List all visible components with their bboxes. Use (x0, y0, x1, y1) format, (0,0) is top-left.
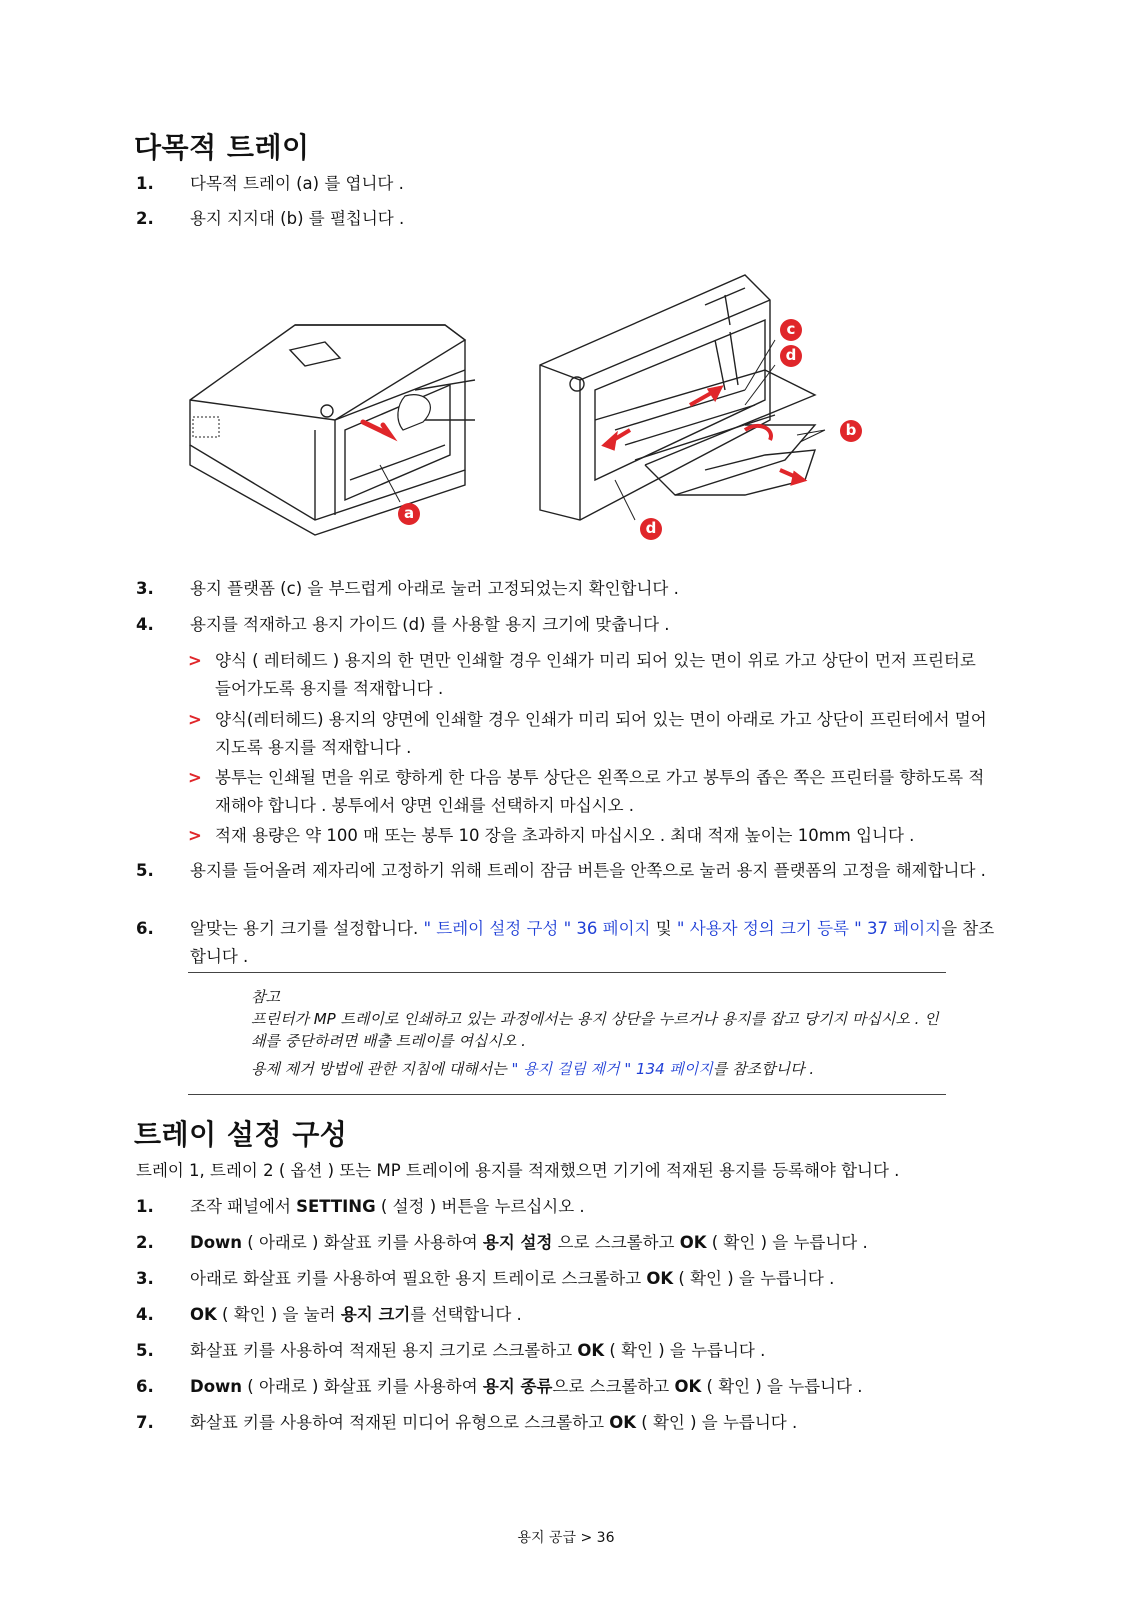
ok-key: OK (679, 1233, 707, 1252)
bullet-marker: > (188, 651, 202, 670)
text: 화살표 키를 사용하여 적재된 미디어 유형으로 스크롤하고 (190, 1413, 610, 1432)
bullet-marker: > (188, 710, 202, 729)
step-text (190, 1265, 1000, 1293)
note-top-rule (188, 972, 946, 973)
text: ( 확인 ) 을 눌러 (216, 1305, 341, 1324)
printer-illustration (185, 270, 905, 570)
ok-key: OK (190, 1305, 217, 1324)
text: ( 확인 ) 을 누릅니다 . (636, 1413, 798, 1432)
step-number: 3. (136, 579, 154, 598)
step-text (190, 1409, 1000, 1437)
link-tray-settings[interactable]: " 트레이 설정 구성 " 36 페이지 (423, 919, 651, 938)
text: ( 확인 ) 을 누릅니다 . (701, 1377, 863, 1396)
text: ( 아래로 ) 화살표 키를 사용하여 (242, 1377, 483, 1396)
note-jam-reference (251, 1058, 941, 1080)
bullet-text: 양식 ( 레터헤드 ) 용지의 한 면만 인쇄할 경우 인쇄가 미리 되어 있는 면이 위로 가고 상단이 먼저 프린터로 들어가도록 용지를 적재합니다 . (215, 651, 976, 698)
callout-d-label: d (645, 519, 657, 537)
step-text (190, 1337, 1000, 1365)
text: 화살표 키를 사용하여 적재된 용지 크기로 스크롤하고 (190, 1341, 578, 1360)
text: ( 확인 ) 을 누릅니다 . (673, 1269, 835, 1288)
setting-key: SETTING (296, 1197, 376, 1216)
callout-d-label: d (785, 346, 797, 364)
step-number: 1. (136, 174, 154, 193)
bullet-marker: > (188, 768, 202, 787)
section-title-mp-tray: 다목적 트레이 (134, 131, 310, 164)
step-text (190, 1193, 1000, 1221)
step-text: 용지를 들어올려 제자리에 고정하기 위해 트레이 잠금 버튼을 안쪽으로 눌러 용지 플랫폼의 고정을 해제합니다 . (190, 861, 986, 880)
step-6-text-pre: 알맞는 용기 크기를 설정합니다. (190, 919, 424, 938)
printer-drawing (185, 270, 905, 570)
section-title-tray-settings: 트레이 설정 구성 (134, 1118, 348, 1151)
link-custom-size[interactable]: " 사용자 정의 크기 등록 " 37 페이지 (676, 919, 942, 938)
step-number: 2. (136, 1233, 154, 1252)
ok-key: OK (674, 1377, 702, 1396)
callout-b-label: b (845, 421, 857, 439)
step-6-text-post: 을 참조합니다 . (190, 919, 995, 966)
text: ( 확인 ) 을 누릅니다 . (706, 1233, 868, 1252)
step-6-text-mid: 및 (650, 919, 677, 938)
callout-d-top (780, 345, 802, 367)
text: 으로 스크롤하고 (552, 1233, 680, 1252)
menu-item: 용지 크기 (340, 1305, 411, 1324)
note-line2-post: 를 참조합니다 . (712, 1060, 815, 1078)
ok-key: OK (609, 1413, 637, 1432)
step-number: 4. (136, 1305, 154, 1324)
bullet-text: 적재 용량은 약 100 매 또는 봉투 10 장을 초과하지 마십시오 . 최대 적재 높이는 10mm 입니다 . (215, 826, 915, 845)
step-text: 용지 플랫폼 (c) 을 부드럽게 아래로 눌러 고정되었는지 확인합니다 . (190, 579, 679, 598)
text: 를 선택합니다 . (410, 1305, 522, 1324)
step-number: 6. (136, 1377, 154, 1396)
text: ( 설정 ) 버튼을 누르십시오 . (375, 1197, 585, 1216)
step-text: 용지 지지대 (b) 를 펼칩니다 . (190, 209, 405, 228)
bullet-marker: > (188, 826, 202, 845)
step-number: 2. (136, 209, 154, 228)
text: ( 아래로 ) 화살표 키를 사용하여 (242, 1233, 483, 1252)
text: 으로 스크롤하고 (552, 1377, 675, 1396)
link-paper-jam[interactable]: " 용지 걸림 제거 " 134 페이지 (511, 1060, 713, 1078)
callout-b (840, 420, 862, 442)
bullet-text: 봉투는 인쇄될 면을 위로 향하게 한 다음 봉투 상단은 왼쪽으로 가고 봉투의 좁은 쪽은 프린터를 향하도록 적재해야 합니다 . 봉투에서 양면 인쇄를 선택하지 마십시오 . (215, 768, 985, 815)
note-heading: 참고 (251, 988, 280, 1006)
step-text (190, 915, 1000, 971)
down-key: Down (190, 1377, 243, 1396)
bullet-text: 양식(레터헤드) 용지의 양면에 인쇄할 경우 인쇄가 미리 되어 있는 면이 아래로 가고 상단이 프린터에서 멀어지도록 용지를 적재합니다 . (215, 710, 987, 757)
menu-item: 용지 종류 (482, 1377, 553, 1396)
note-body: 프린터가 MP 트레이로 인쇄하고 있는 과정에서는 용지 상단을 누르거나 용지를 잡고 당기지 마십시오 . 인쇄를 중단하려면 배출 트레이를 여십시오 . (251, 1010, 939, 1050)
text: 조작 패널에서 (190, 1197, 297, 1216)
step-number: 4. (136, 615, 154, 634)
step-text (190, 1301, 1000, 1329)
step-text: 다목적 트레이 (a) 를 엽니다 . (190, 174, 404, 193)
step-number: 5. (136, 861, 154, 880)
step-number: 5. (136, 1341, 154, 1360)
page-footer: 용지 공급 > 36 (517, 1530, 615, 1546)
callout-d-bottom (640, 518, 662, 540)
text: 아래로 화살표 키를 사용하여 필요한 용지 트레이로 스크롤하고 (190, 1269, 647, 1288)
down-key: Down (190, 1233, 243, 1252)
callout-a-label: a (403, 504, 415, 522)
callout-a (398, 503, 420, 525)
step-text (190, 1373, 1000, 1401)
step-text: 용지를 적재하고 용지 가이드 (d) 를 사용할 용지 크기에 맞춥니다 . (190, 615, 670, 634)
note-line2-pre: 용제 제거 방법에 관한 지침에 대해서는 (251, 1060, 512, 1078)
ok-key: OK (646, 1269, 674, 1288)
callout-c-label: c (786, 320, 796, 338)
ok-key: OK (577, 1341, 605, 1360)
note-bottom-rule (188, 1094, 946, 1095)
tray-settings-intro: 트레이 1, 트레이 2 ( 옵션 ) 또는 MP 트레이에 용지를 적재했으면 기기에 적재된 용지를 등록해야 합니다 . (136, 1161, 900, 1180)
step-number: 1. (136, 1197, 154, 1216)
step-number: 7. (136, 1413, 154, 1432)
step-text (190, 1229, 1000, 1257)
callout-c (780, 319, 802, 341)
menu-item: 용지 설정 (482, 1233, 553, 1252)
step-number: 3. (136, 1269, 154, 1288)
text: ( 확인 ) 을 누릅니다 . (604, 1341, 766, 1360)
step-number: 6. (136, 919, 154, 938)
